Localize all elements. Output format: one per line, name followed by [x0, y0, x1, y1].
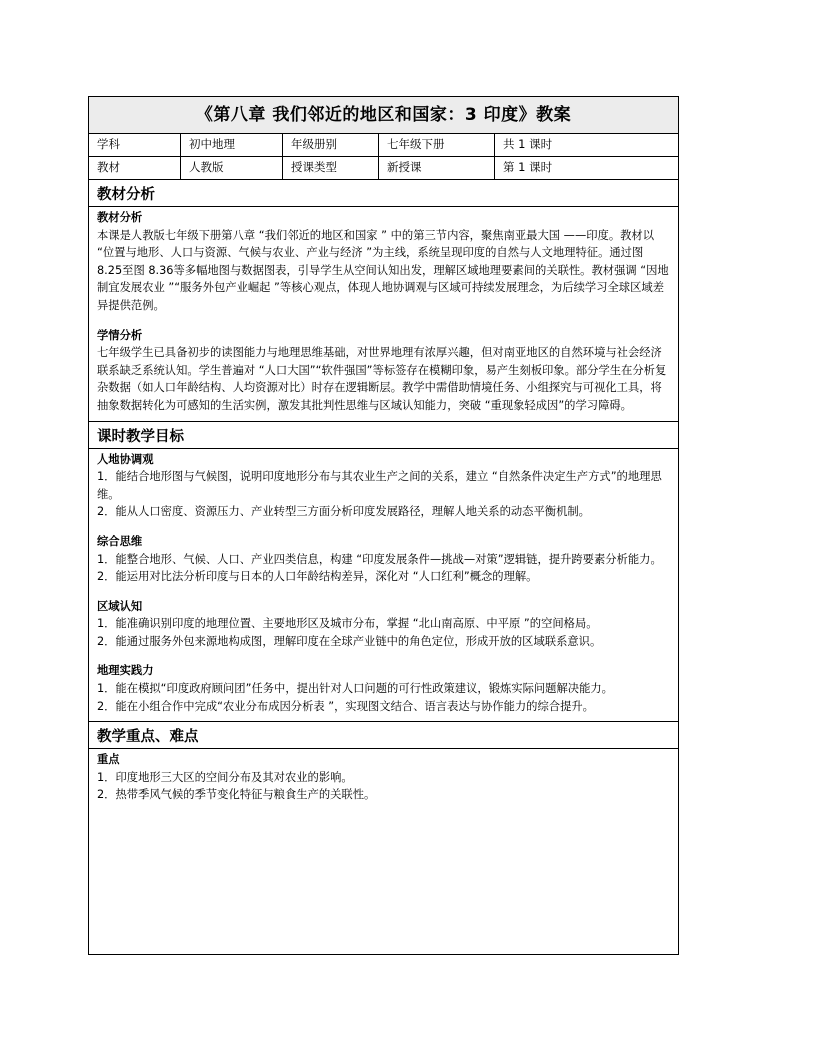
goal-item: 1．能结合地形图与气候图，说明印度地形分布与其农业生产之间的关系，建立 “自然条件决定生产方式”的地理思维。: [97, 470, 662, 501]
goal-group-title: 地理实践力: [97, 664, 154, 678]
goal-group-title: 区域认知: [97, 599, 143, 613]
lesson-type-label: 授课类型: [283, 157, 379, 179]
subheading-key-points: 重点: [97, 753, 120, 767]
subject-label: 学科: [89, 134, 181, 156]
key-point-item: 1．印度地形三大区的空间分布及其对农业的影响。: [97, 770, 353, 784]
grade-value: 七年级下册: [379, 134, 495, 156]
grade-label: 年级册别: [283, 134, 379, 156]
paragraph-student-analysis: 七年级学生已具备初步的读图能力与地理思维基础，对世界地理有浓厚兴趣，但对南亚地区的自然环境与社会经济联系缺乏系统认知。学生普遍对 “人口大国”“软件强国”等标签存在模糊印象，易产生刻板印象。部分学生在分析复杂数据（如人口年龄结构、人均资源对比）时存在逻辑断层。教学中需借助情境任务、小组探究与可视化工具，将抽象数据转化为可感知的生活实例，激发其批判性思维与区域认知能力，突破 “重现象轻成因”的学习障碍。: [97, 346, 667, 412]
meta-row-2: [89, 157, 678, 180]
goal-item: 2．能在小组合作中完成“农业分布成因分析表 ”，实现图文结合、语言表达与协作能力的综合提升。: [97, 699, 594, 713]
section-heading-goals: 课时教学目标: [89, 422, 678, 449]
textbook-value: 人教版: [181, 157, 283, 179]
goal-group-title: 人地协调观: [97, 452, 154, 466]
lesson-type-value: 新授课: [379, 157, 495, 179]
lesson-plan-table: [88, 96, 679, 955]
section-body-goals: [89, 449, 678, 723]
section-heading-keypoints: 教学重点、难点: [89, 722, 678, 749]
section-body-analysis: [89, 207, 678, 422]
total-periods: 共 1 课时: [503, 137, 553, 151]
goal-item: 2．能运用对比法分析印度与日本的人口年龄结构差异，深化对 “人口红利”概念的理解。: [97, 570, 538, 584]
meta-row-1: [89, 134, 678, 157]
subheading-student-analysis: 学情分析: [97, 328, 143, 342]
paragraph-textbook-analysis: 本课是人教版七年级下册第八章 “我们邻近的地区和国家 ” 中的第三节内容，聚焦南亚最大国 ——印度。教材以 “位置与地形、人口与资源、气候与农业、产业与经济 ”为主线，系统呈现印度的自然与人文地理特征。通过图 8.25至图 8.36等多幅地图与数据图表，引导学生从空间认知出发，理解区域地理要素间的关联性。教材强调 “因地制宜发展农业 ”“服务外包产业崛起 ”等核心观点，体现人地协调观与区域可持续发展理念，为后续学习全球区域差异提供范例。: [97, 228, 669, 312]
key-point-item: 2．热带季风气候的季节变化特征与粮食生产的关联性。: [97, 788, 376, 802]
goal-group-title: 综合思维: [97, 534, 143, 548]
document-title: 《第八章 我们邻近的地区和国家：3 印度》教案: [89, 97, 678, 134]
textbook-label: 教材: [89, 157, 181, 179]
section-heading-analysis: 教材分析: [89, 180, 678, 207]
goal-item: 1．能准确识别印度的地理位置、主要地形区及城市分布，掌握 “北山南高原、中平原 ”的空间格局。: [97, 617, 598, 631]
subheading-textbook-analysis: 教材分析: [97, 211, 143, 224]
current-period: 第 1 课时: [503, 160, 553, 174]
section-body-keypoints: [89, 749, 678, 810]
goal-item: 2．能通过服务外包来源地构成图，理解印度在全球产业链中的角色定位，形成开放的区域联系意识。: [97, 634, 602, 648]
goal-item: 1．能在模拟“印度政府顾问团”任务中，提出针对人口问题的可行性政策建议，锻炼实际问题解决能力。: [97, 682, 613, 696]
goal-item: 2．能从人口密度、资源压力、产业转型三方面分析印度发展路径，理解人地关系的动态平衡机制。: [97, 505, 590, 519]
goal-item: 1．能整合地形、气候、人口、产业四类信息，构建 “印度发展条件—挑战—对策”逻辑链，提升跨要素分析能力。: [97, 552, 662, 566]
subject-value: 初中地理: [181, 134, 283, 156]
